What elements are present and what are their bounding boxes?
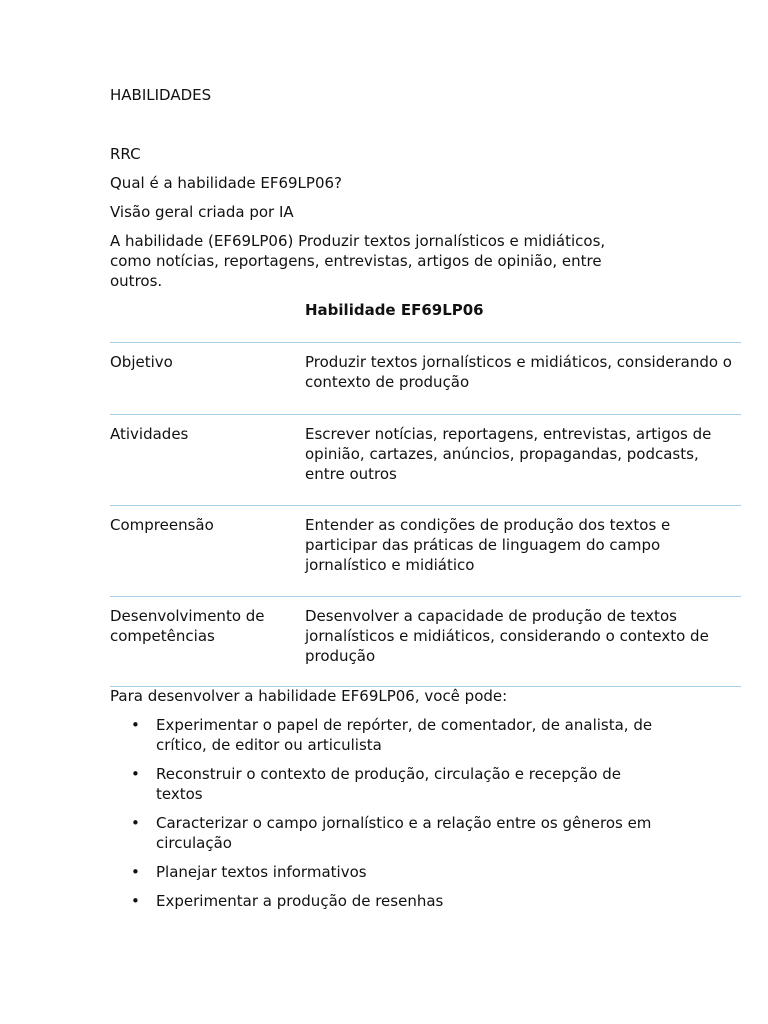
table-row: [110, 505, 741, 596]
list-item-text: Experimentar o papel de repórter, de comentador, de analista, de crítico, de editor ou articulista: [156, 716, 653, 754]
list-item: [110, 862, 670, 882]
intro-question: Qual é a habilidade EF69LP06?: [110, 174, 342, 192]
row-label: Atividades: [110, 425, 189, 443]
row-description: Produzir textos jornalísticos e midiáticos, considerando o contexto de produção: [305, 353, 732, 391]
list-item: [110, 891, 670, 911]
table-title: Habilidade EF69LP06: [305, 301, 484, 319]
list-item: [110, 764, 670, 804]
list-item-text: Reconstruir o contexto de produção, circulação e recepção de textos: [156, 765, 621, 803]
row-description: Entender as condições de produção dos textos e participar das práticas de linguagem do campo jornalístico e midiático: [305, 516, 671, 574]
table-row: [110, 414, 741, 505]
skill-table: [110, 342, 741, 687]
row-description: Escrever notícias, reportagens, entrevistas, artigos de opinião, cartazes, anúncios, propagandas, podcasts, entre outros: [305, 425, 712, 483]
list-item-text: Caracterizar o campo jornalístico e a relação entre os gêneros em circulação: [156, 814, 652, 852]
row-label: Compreensão: [110, 516, 214, 534]
intro-section: [110, 144, 630, 300]
bullet-icon: •: [131, 892, 140, 910]
suggestion-list: [110, 715, 670, 920]
bullet-icon: •: [131, 863, 140, 881]
intro-ai-overview-label: Visão geral criada por IA: [110, 203, 294, 221]
intro-description: A habilidade (EF69LP06) Produzir textos jornalísticos e midiáticos, como notícias, reportagens, entrevistas, artigos de opinião, entre outros.: [110, 232, 606, 290]
bullet-icon: •: [131, 814, 140, 832]
intro-line-rrc: RRC: [110, 145, 141, 163]
bullet-icon: •: [131, 716, 140, 734]
list-item-text: Experimentar a produção de resenhas: [156, 892, 444, 910]
row-label: Desenvolvimento de competências: [110, 607, 265, 645]
list-item: [110, 715, 670, 755]
document-heading: HABILIDADES: [110, 86, 212, 104]
table-row: [110, 596, 741, 687]
list-item: [110, 813, 670, 853]
bullet-icon: •: [131, 765, 140, 783]
list-intro-text: Para desenvolver a habilidade EF69LP06, você pode:: [110, 687, 508, 705]
table-row: [110, 342, 741, 414]
list-item-text: Planejar textos informativos: [156, 863, 367, 881]
row-description: Desenvolver a capacidade de produção de textos jornalísticos e midiáticos, considerando o contexto de produção: [305, 607, 709, 665]
row-label: Objetivo: [110, 353, 173, 371]
